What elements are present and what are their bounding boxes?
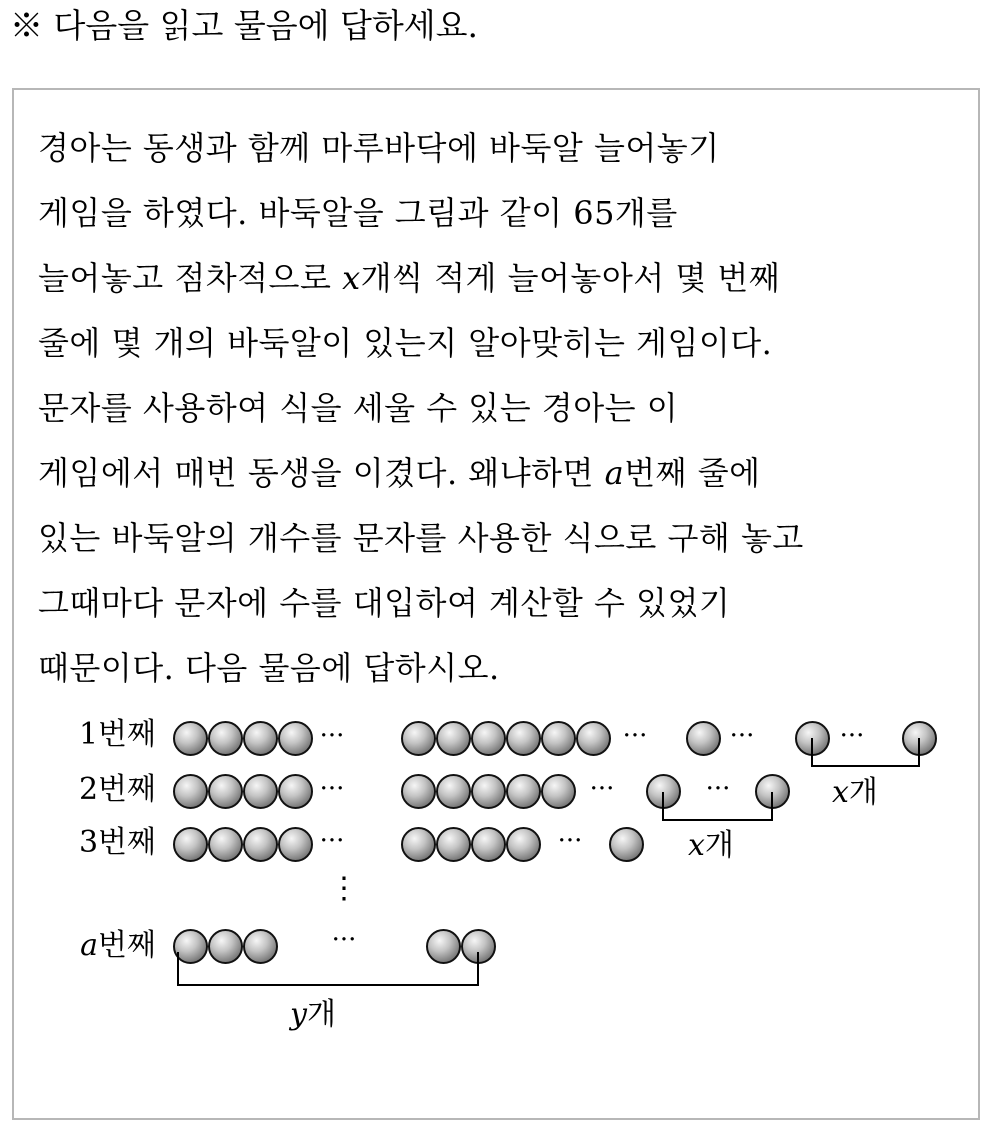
bracket-unit: 개 — [848, 775, 878, 810]
bracket-unit: 개 — [306, 997, 336, 1032]
passage-line-7: 있는 바둑알의 개수를 문자를 사용한 식으로 구해 놓고 — [38, 519, 804, 557]
ellipsis: ··· — [622, 721, 648, 751]
go-stone — [402, 775, 435, 808]
go-stone — [542, 722, 575, 755]
go-stone — [687, 722, 720, 755]
go-stone — [472, 775, 505, 808]
go-stone — [437, 828, 470, 861]
passage-line-4: 줄에 몇 개의 바둑알이 있는지 알아맞히는 게임이다. — [38, 324, 773, 362]
ellipsis: ··· — [557, 826, 583, 856]
row-label-1 — [79, 717, 156, 752]
go-stone — [174, 828, 207, 861]
passage-line-9: 때문이다. 다음 물음에 답하시오. — [38, 649, 500, 687]
row-label-a — [80, 928, 156, 963]
bracket-variable: x — [832, 775, 849, 810]
svg-text:2번째 — [79, 772, 156, 807]
passage-text: 게임에서 매번 동생을 이겼다. 왜냐하면 — [38, 454, 605, 492]
passage-text: 개씩 적게 늘어놓아서 몇 번째 — [360, 259, 781, 297]
go-stone — [209, 775, 242, 808]
ellipsis: ··· — [319, 721, 345, 751]
go-stone — [402, 722, 435, 755]
go-stone — [209, 828, 242, 861]
row-suffix: 번째 — [98, 717, 156, 752]
row-label-3 — [79, 825, 156, 860]
bracket-variable: y — [290, 997, 307, 1032]
go-stone — [472, 828, 505, 861]
go-stone — [279, 828, 312, 861]
variable-a: a — [604, 454, 625, 492]
go-stone — [472, 722, 505, 755]
row-suffix: 번째 — [98, 772, 156, 807]
passage-line-2: 게임을 하였다. 바둑알을 그림과 같이 65개를 — [38, 194, 678, 232]
passage — [38, 116, 968, 701]
go-stone — [437, 722, 470, 755]
go-stone — [244, 930, 277, 963]
passage-text: 늘어놓고 점차적으로 — [38, 259, 343, 297]
stones — [174, 722, 936, 963]
passage-line-6 — [38, 441, 968, 506]
svg-text:a번째 — [80, 928, 156, 963]
row-number: 2 — [78, 772, 99, 807]
go-stone — [507, 722, 540, 755]
ellipsis: ··· — [589, 774, 615, 804]
go-stone — [507, 775, 540, 808]
passage-line-1: 경아는 동생과 함께 마루바닥에 바둑알 늘어놓기 — [38, 129, 720, 167]
go-stone — [244, 775, 277, 808]
row-number: 3 — [78, 825, 99, 860]
go-stone — [244, 828, 277, 861]
svg-text:1번째 — [79, 717, 156, 752]
variable-x: x — [342, 259, 361, 297]
go-stone — [279, 775, 312, 808]
go-stone — [279, 722, 312, 755]
svg-text:3번째 — [79, 825, 156, 860]
go-stone — [437, 775, 470, 808]
row-number: 1 — [78, 717, 99, 752]
go-stone — [610, 828, 643, 861]
row-label-2 — [79, 772, 156, 807]
row-suffix: 번째 — [98, 928, 156, 963]
row-suffix: 번째 — [98, 825, 156, 860]
passage-line-8: 그때마다 문자에 수를 대입하여 계산할 수 있었기 — [38, 584, 731, 622]
instruction-text: ※ 다음을 읽고 물음에 답하세요. — [10, 6, 478, 45]
go-stone — [542, 775, 575, 808]
ellipsis: ··· — [705, 774, 731, 804]
go-stone — [402, 828, 435, 861]
passage-text: 번째 줄에 — [624, 454, 761, 492]
go-stone — [209, 722, 242, 755]
problem-box — [12, 88, 980, 1120]
go-stone — [174, 775, 207, 808]
bracket-label-3 — [288, 997, 336, 1032]
row-variable-a: a — [80, 928, 99, 963]
go-stone — [577, 722, 610, 755]
stone-diagram — [14, 702, 978, 1122]
bracket-variable: x — [688, 828, 705, 863]
go-stone — [507, 828, 540, 861]
passage-line-5: 문자를 사용하여 식을 세울 수 있는 경아는 이 — [38, 389, 679, 427]
go-stone — [209, 930, 242, 963]
ellipsis: ··· — [331, 925, 357, 955]
bracket-label-1 — [832, 775, 878, 810]
go-stone — [174, 722, 207, 755]
vertical-ellipsis: ⋮ — [329, 871, 359, 906]
ellipsis: ··· — [729, 721, 755, 751]
ellipsis: ··· — [319, 774, 345, 804]
bracket-unit: 개 — [704, 828, 734, 863]
ellipsis: ··· — [319, 826, 345, 856]
ellipsis: ··· — [839, 721, 865, 751]
bracket-label-2 — [688, 828, 734, 863]
passage-line-3 — [38, 246, 968, 311]
go-stone — [427, 930, 460, 963]
go-stone — [244, 722, 277, 755]
